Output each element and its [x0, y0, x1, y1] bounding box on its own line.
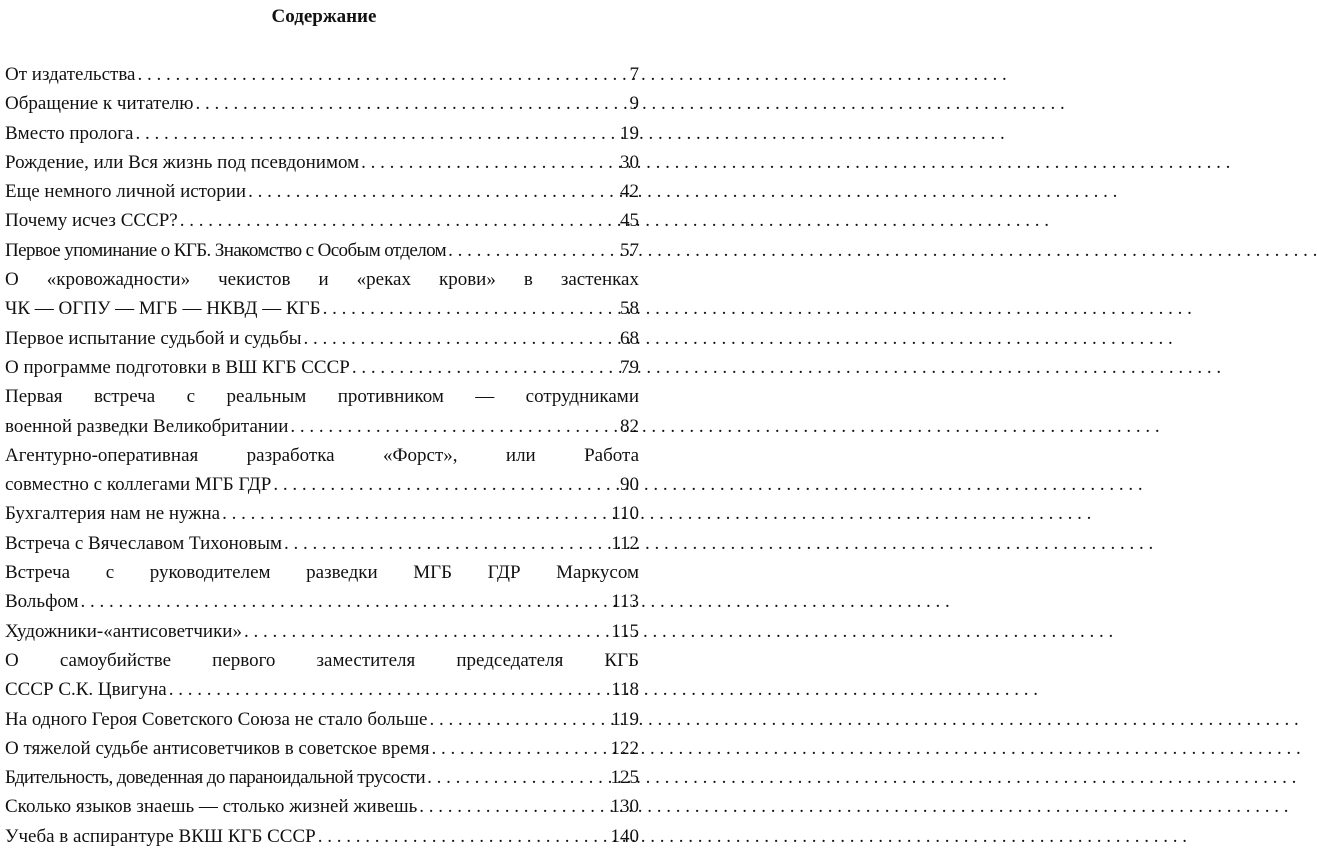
toc-entry-page: 57	[620, 239, 639, 261]
toc-entry	[5, 294, 639, 323]
dot-leader	[427, 763, 608, 792]
toc-entry	[5, 148, 639, 177]
toc-entry-page: 110	[611, 503, 639, 525]
toc-entry-title: Художники-«антисоветчики»	[5, 620, 242, 642]
toc-entry-title-line1: О самоубийстве первого заместителя председателя КГБ	[5, 649, 639, 671]
toc-entry	[5, 89, 639, 118]
toc-entry	[5, 529, 639, 558]
dot-leader	[244, 617, 609, 646]
toc-entry-title: Почему исчез СССР?	[5, 210, 178, 232]
dot-leader	[448, 236, 618, 265]
toc-entry-title: Обращение к читателю	[5, 93, 194, 115]
toc-entry-title: Еще немного личной истории	[5, 181, 247, 203]
dot-leader	[180, 206, 618, 235]
dot-leader	[169, 675, 610, 704]
page-title: Содержание	[271, 6, 377, 27]
toc-entry-title: Вольфом	[5, 591, 79, 613]
toc-entry-page: 42	[620, 181, 639, 203]
toc-entry	[5, 60, 639, 89]
toc-entry-title: Вместо пролога	[5, 122, 134, 144]
toc-entry-page: 112	[611, 532, 639, 554]
toc-entry	[5, 206, 639, 235]
dot-leader	[222, 499, 609, 528]
toc-entry	[5, 792, 639, 821]
toc-entry	[5, 705, 639, 734]
toc-entry	[5, 353, 639, 382]
toc-entry-page: 119	[611, 708, 639, 730]
toc-entry-page: 125	[610, 767, 639, 789]
toc-entry-page: 118	[611, 679, 639, 701]
table-of-contents	[5, 60, 639, 851]
toc-entry	[5, 763, 639, 792]
toc-entry	[5, 119, 639, 148]
dot-leader	[138, 60, 628, 89]
toc-entry-title: Бдительность, доведенная до параноидальной трусости	[5, 767, 426, 789]
toc-entry-page: 113	[611, 591, 639, 613]
toc-entry-title: На одного Героя Советского Союза не стало больше	[5, 708, 428, 730]
toc-entry-title: Рождение, или Вся жизнь под псевдонимом	[5, 151, 360, 173]
dot-leader	[323, 294, 618, 323]
toc-entry-page: 7	[629, 64, 639, 85]
dot-leader	[419, 792, 608, 821]
toc-entry	[5, 470, 639, 499]
dot-leader	[361, 148, 618, 177]
toc-entry-page: 19	[620, 122, 639, 144]
toc-entry	[5, 499, 639, 528]
dot-leader	[318, 822, 609, 851]
toc-entry-title-line1: О «кровожадности» чекистов и «реках крови» в застенках	[5, 269, 639, 291]
toc-entry-page: 68	[620, 327, 639, 349]
toc-entry	[5, 822, 639, 851]
toc-entry-title: Бухгалтерия нам не нужна	[5, 503, 221, 525]
dot-leader	[248, 177, 618, 206]
dot-leader	[304, 324, 618, 353]
toc-entry	[5, 236, 639, 265]
toc-entry	[5, 675, 639, 704]
toc-entry-title: От издательства	[5, 64, 136, 85]
dot-leader	[429, 705, 609, 734]
dot-leader	[135, 119, 618, 148]
toc-entry-page: 45	[620, 210, 639, 232]
toc-entry	[5, 734, 639, 763]
toc-entry-title-line1: Агентурно-оперативная разработка «Форст», или Работа	[5, 444, 639, 466]
toc-entry-page: 30	[620, 151, 639, 173]
toc-entry-title: ЧК — ОГПУ — МГБ — НКВД — КГБ	[5, 298, 321, 320]
toc-entry	[5, 617, 639, 646]
toc-entry-title: Первое испытание судьбой и судьбы	[5, 327, 302, 349]
dot-leader	[284, 529, 609, 558]
toc-entry-page: 115	[611, 620, 639, 642]
toc-entry-page: 9	[629, 93, 639, 115]
toc-entry-page: 130	[610, 796, 639, 818]
toc-entry-page: 122	[610, 737, 639, 759]
toc-entry	[5, 412, 639, 441]
toc-entry-title: Учеба в аспирантуре ВКШ КГБ СССР	[5, 825, 316, 847]
toc-entry	[5, 177, 639, 206]
toc-entry-title: военной разведки Великобритании	[5, 415, 289, 437]
toc-entry	[5, 587, 639, 616]
toc-entry-title: Встреча с Вячеславом Тихоновым	[5, 532, 283, 554]
toc-entry-page: 79	[620, 356, 639, 378]
dot-leader	[352, 353, 618, 382]
dot-leader	[196, 89, 628, 118]
dot-leader	[431, 734, 608, 763]
dot-leader	[81, 587, 610, 616]
dot-leader	[273, 470, 618, 499]
dot-leader	[290, 412, 618, 441]
toc-entry-title: Первое упоминание о КГБ. Знакомство с Особым отделом	[5, 239, 447, 261]
toc-entry-title: О тяжелой судьбе антисоветчиков в советское время	[5, 737, 430, 759]
toc-entry	[5, 324, 639, 353]
toc-entry-page: 82	[620, 415, 639, 437]
toc-entry-page: 140	[610, 825, 639, 847]
toc-page	[0, 0, 648, 856]
toc-entry-title: Сколько языков знаешь — столько жизней живешь	[5, 796, 418, 818]
toc-entry-page: 90	[620, 474, 639, 496]
toc-entry-title-line1: Первая встреча с реальным противником — сотрудниками	[5, 386, 639, 408]
toc-entry-title: СССР С.К. Цвигуна	[5, 679, 167, 701]
toc-entry-page: 58	[620, 298, 639, 320]
toc-entry-title-line1: Встреча с руководителем разведки МГБ ГДР Маркусом	[5, 562, 639, 584]
toc-entry-title: О программе подготовки в ВШ КГБ СССР	[5, 356, 350, 378]
toc-entry-title: совместно с коллегами МГБ ГДР	[5, 474, 272, 496]
